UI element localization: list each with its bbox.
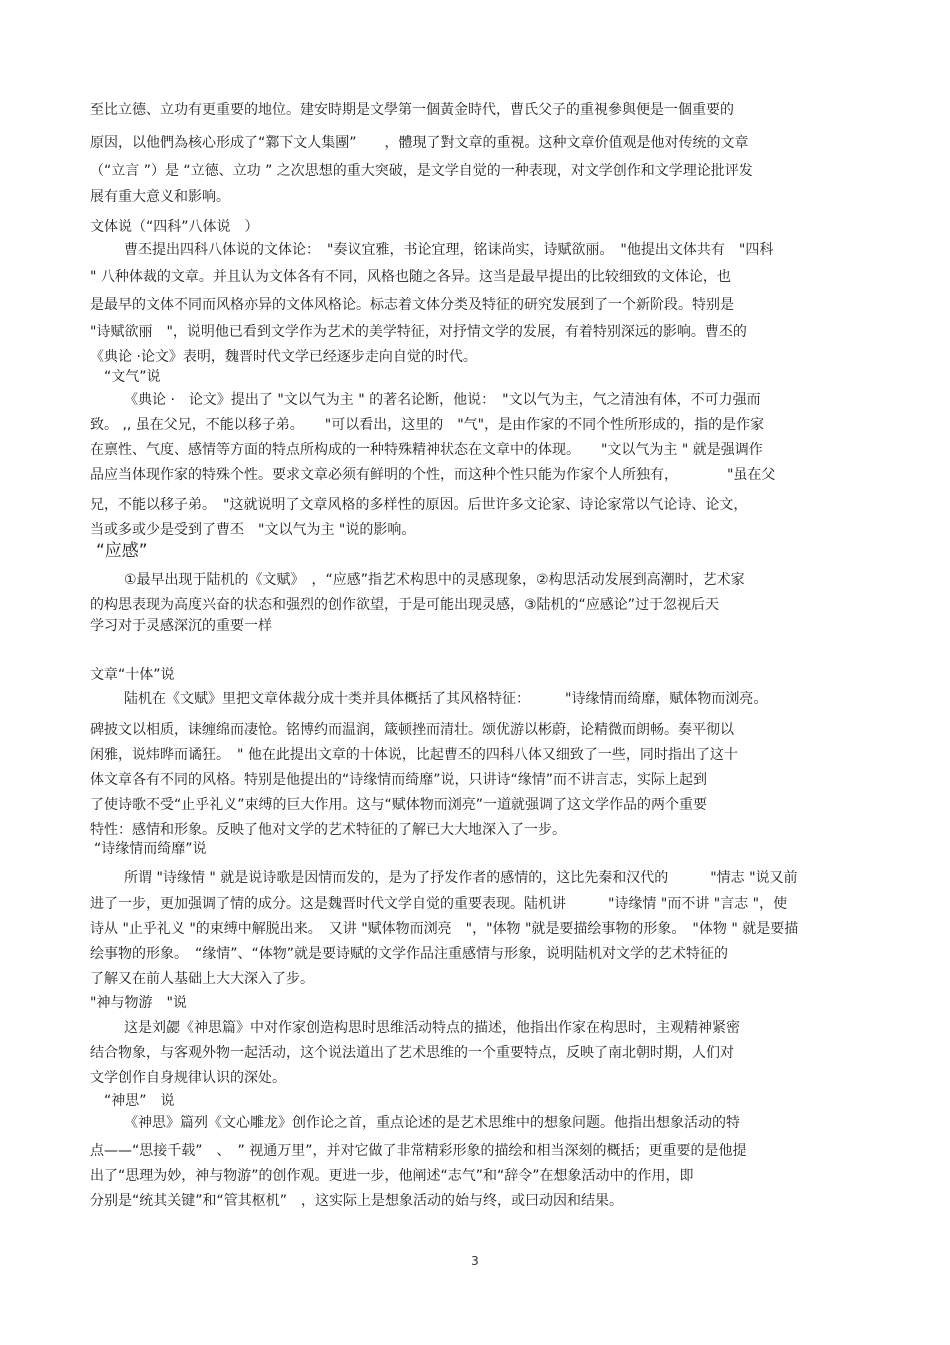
paragraph-line: 分别是“统其关键”和“管其枢机” ，这实际上是想象活动的始与终，或曰动因和结果。 <box>90 1193 624 1209</box>
paragraph-line: 在禀性、气度、感情等方面的特点所构成的一种特殊精神状态在文章中的体现。 "文以气为主 " 就是强调作 <box>90 442 763 458</box>
paragraph-line: 展有重大意义和影响。 <box>90 189 230 205</box>
paragraph-line: 点——“思接千载” 、 ” 视通万里”，并对它做了非常精彩形象的描绘和相当深刻的概括；更重要的是他提 <box>90 1143 747 1159</box>
paragraph-line: 进了一步，更加强调了情的成分。这是魏晋时代文学自觉的重要表现。陆机讲 "诗缘情 "而不讲 "言志 "，使 <box>90 896 788 912</box>
section-heading: "神与物游 "说 <box>90 995 187 1011</box>
paragraph-line: 《神思》篇列《文心雕龙》创作论之首，重点论述的是艺术思维中的想象问题。他指出想象活动的特 <box>124 1115 740 1131</box>
paragraph-line: 所谓 "诗缘情 " 就是说诗歌是因情而发的，是为了抒发作者的感情的，这比先秦和汉代的 "情志 "说又前 <box>124 870 798 886</box>
paragraph-line: 文学创作自身规律认识的深处。 <box>90 1070 286 1086</box>
paragraph-line: 兄，不能以移子弟。 "这就说明了文章风格的多样性的原因。后世许多文论家、诗论家常以气论诗、论文， <box>90 497 748 513</box>
paragraph-line: 闲雅，说炜晔而谲狂。 " 他在此提出文章的十体说，比起曹丕的四科八体又细致了一些，同时指出了这十 <box>90 747 738 763</box>
section-heading: “应感” <box>96 541 148 561</box>
paragraph-line: （“立言 ”）是 “立德、立功 ” 之次思想的重大突破，是文学自觉的一种表现，对文学创作和文学理论批评发 <box>90 163 753 179</box>
paragraph-line: 特性：感情和形象。反映了他对文学的艺术特征的了解已大大地深入了一步。 <box>90 822 566 838</box>
section-heading: “神思” 说 <box>104 1093 175 1109</box>
paragraph-line: 品应当体现作家的特殊个性。要求文章必须有鲜明的个性，而这种个性只能为作家个人所独有， "虽在父 <box>90 467 776 483</box>
paragraph-line: 《典论 · 论文》提出了 "文以气为主 " 的著名论断，他说： "文以气为主，气之清浊有体，不可力强而 <box>124 392 761 408</box>
section-heading: “诗缘情而绮靡”说 <box>94 841 207 857</box>
paragraph-line: 了解又在前人基础上大大深入了步。 <box>90 971 314 987</box>
paragraph-line: 体文章各有不同的风格。特别是他提出的“诗缘情而绮靡”说，只讲诗“缘情”而不讲言志，实际上起到 <box>90 772 708 788</box>
paragraph-line: 这是刘勰《神思篇》中对作家创造构思时思维活动特点的描述，他指出作家在构思时，主观精神紧密 <box>124 1020 740 1036</box>
paragraph-line: 学习对于灵感深沉的重要一样 <box>90 618 272 634</box>
paragraph-line: 是最早的文体不同而风格亦异的文体风格论。标志着文体分类及特征的研究发展到了一个新阶段。特别是 <box>90 297 734 313</box>
paragraph-line: 的构思表现为高度兴奋的状态和强烈的创作欲望，于是可能出现灵感，③陆机的“应感论”过于忽视后天 <box>90 597 720 613</box>
section-heading: “文气”说 <box>104 369 161 385</box>
paragraph-line: " 八种体裁的文章。并且认为文体各有不同，风格也随之各异。这当是最早提出的比较细致的文体论，也 <box>90 269 731 285</box>
page-number: 3 <box>471 1254 479 1268</box>
paragraph-line: 致。 ,, 虽在父兄，不能以移子弟。 "可以看出，这里的 "气"，是由作家的不同个性所形成的，指的是作家 <box>90 417 765 433</box>
section-heading: 文章“十体”说 <box>90 667 175 683</box>
paragraph-line: 《典论 ·论文》表明，魏晋时代文学已经逐步走向自觉的时代。 <box>90 349 477 365</box>
paragraph-line: 了使诗歌不受“止乎礼义”束缚的巨大作用。这与“赋体物而浏亮”一道就强调了这文学作品的两个重要 <box>90 797 708 813</box>
paragraph-line: 至比立德、立功有更重要的地位。建安時期是文學第一個黃金時代，曹氏父子的重視參與便是一個重要的 <box>90 102 734 118</box>
paragraph-line: "诗赋欲丽 "，说明他已看到文学作为艺术的美学特征，对抒情文学的发展，有着特别深远的影响。曹丕的 <box>90 324 747 340</box>
paragraph-line: 绘事物的形象。 “缘情”、“体物”就是要诗赋的文学作品注重感情与形象，说明陆机对文学的艺术特征的 <box>90 946 729 962</box>
paragraph-line: 当或多或少是受到了曹丕 "文以气为主 "说的影响。 <box>90 522 416 538</box>
paragraph-line: 碑披文以相质，诔缠绵而凄怆。铭博约而温润，箴顿挫而清壮。颂优游以彬蔚，论精微而朗畅。奏平彻以 <box>90 722 734 738</box>
paragraph-line: ①最早出现于陆机的《文赋》 ，“应感”指艺术构思中的灵感现象，②构思活动发展到高潮时，艺术家 <box>124 572 745 588</box>
paragraph-line: 曹丕提出四科八体说的文体论： "奏议宜雅，书论宜理，铭诔尚实，诗赋欲丽。 "他提出文体共有 "四科 <box>124 242 774 258</box>
paragraph-line: 结合物象，与客观外物一起活动，这个说法道出了艺术思维的一个重要特点，反映了南北朝时期，人们对 <box>90 1045 734 1061</box>
paragraph-line: 原因，以他們為核心形成了“鄴下文人集團” ，體現了對文章的重視。这种文章价值观是他对传统的文章 <box>90 135 749 151</box>
paragraph-line: 出了“思理为妙，神与物游”的创作观。更进一步，他阐述“志气”和“辞令”在想象活动中的作用，即 <box>90 1168 694 1184</box>
section-heading: 文体说（“四科”八体说 ） <box>90 219 259 235</box>
paragraph-line: 诗从 "止乎礼义 "的束缚中解脱出来。 又讲 "赋体物而浏亮 "，"体物 "就是要描绘事物的形象。 "体物 " 就是要描 <box>90 921 799 937</box>
paragraph-line: 陆机在《文赋》里把文章体裁分成十类并具体概括了其风格特征： "诗缘情而绮靡，赋体物而浏亮。 <box>124 691 768 707</box>
